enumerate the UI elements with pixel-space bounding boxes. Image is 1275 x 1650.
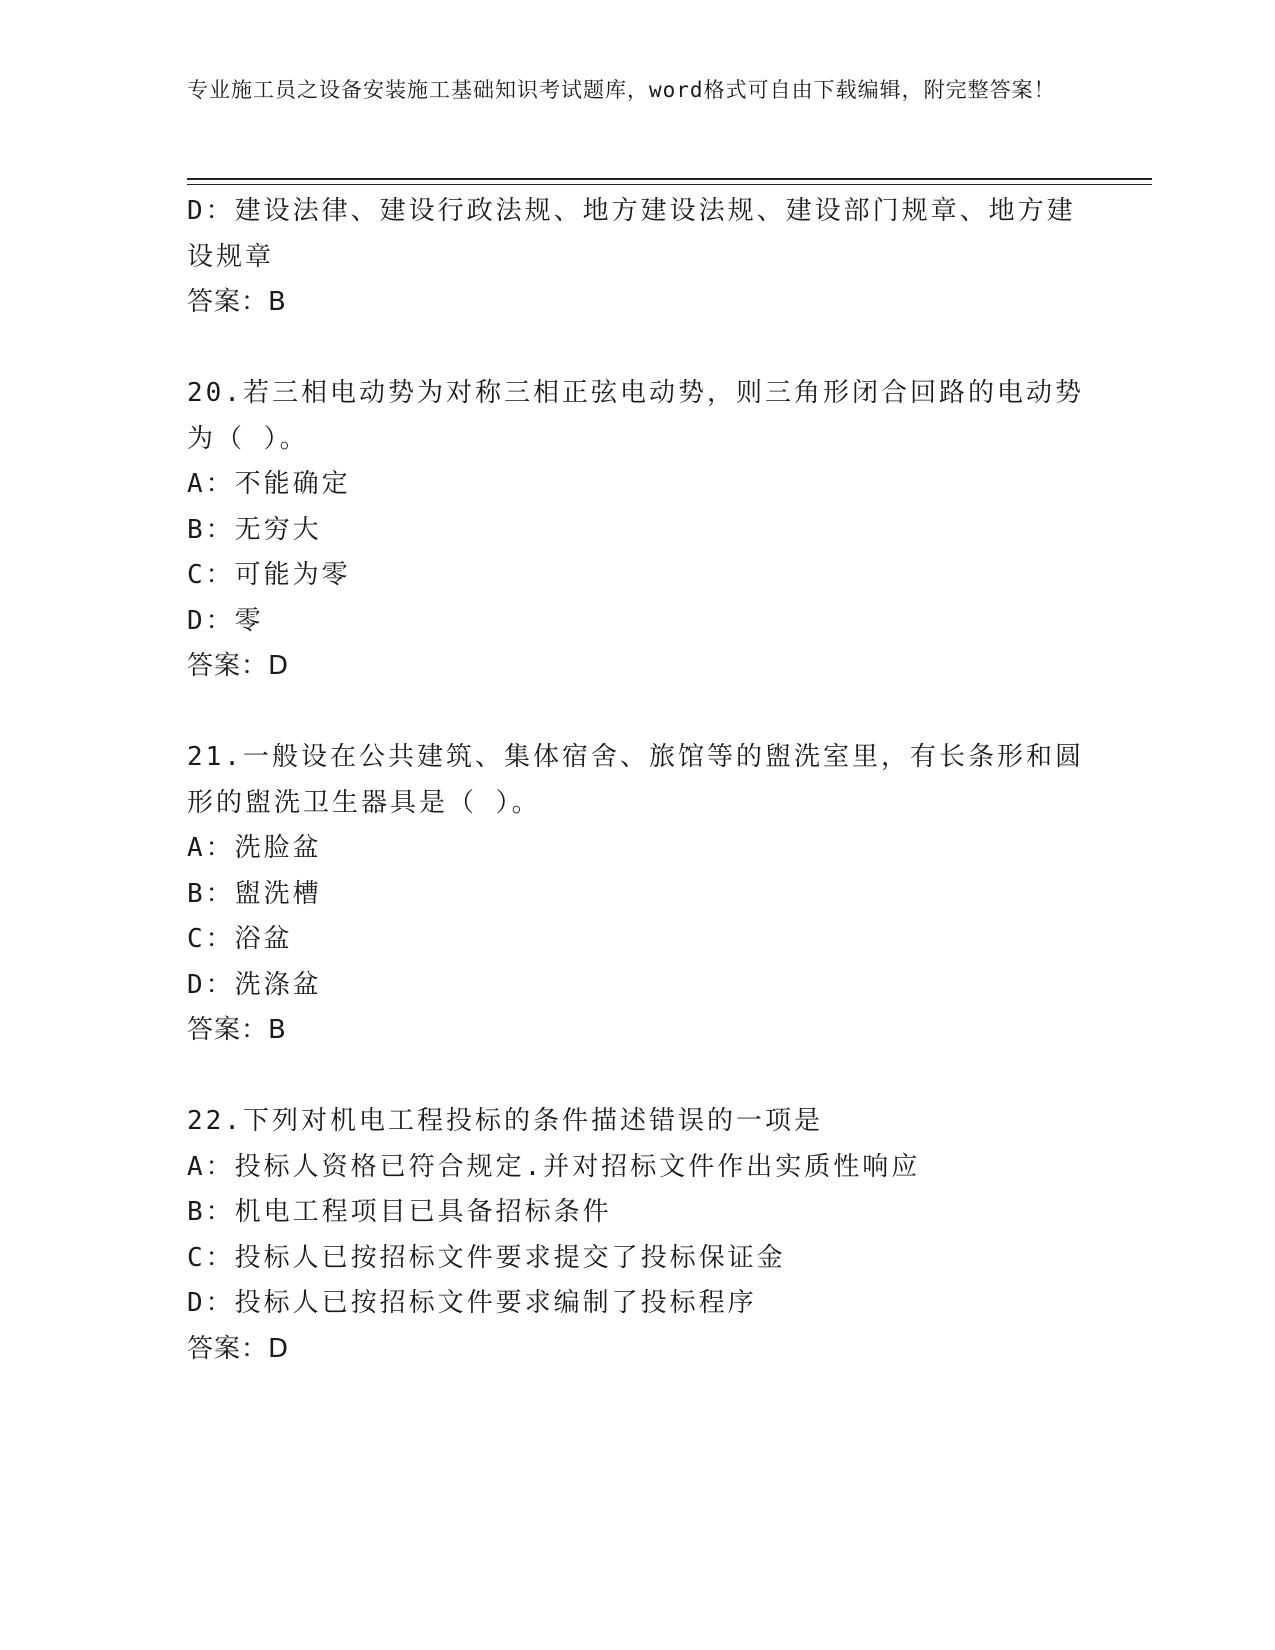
header-rule-thin [187,184,1152,185]
header-rule-thick [187,178,1152,180]
answer-line: 答案：B [187,287,287,317]
option-b: B：无穷大 [187,514,322,545]
option-c: C：可能为零 [187,560,351,590]
question-block [187,371,1087,690]
option-d: D：零 [187,605,264,636]
question-text: 21.一般设在公共建筑、集体宿舍、旅馆等的盥洗室里，有长条形和圆 [187,742,1084,772]
option-d: D：投标人已按招标文件要求编制了投标程序 [187,1288,757,1318]
question-block [187,735,1087,1054]
document-header: 专业施工员之设备安装施工基础知识考试题库，word格式可自由下载编辑，附完整答案！ [187,78,1056,102]
option-b: B：盥洗槽 [187,878,322,909]
answer-line: 答案：B [187,1015,287,1045]
option-a: A：不能确定 [187,469,351,499]
answer-line: 答案：D [187,1333,290,1364]
question-block [187,1099,1087,1372]
question-text: 22.下列对机电工程投标的条件描述错误的一项是 [187,1106,823,1136]
answer-line: 答案：D [187,651,290,681]
option-c: C：投标人已按招标文件要求提交了投标保证金 [187,1242,786,1273]
question-text: 形的盥洗卫生器具是（ ）。 [187,787,541,818]
question-text: 为（ ）。 [187,423,309,454]
question-block [187,189,1087,326]
option-c: C：浴盆 [187,924,293,954]
option-line: 设规章 [187,241,275,272]
option-b: B：机电工程项目已具备招标条件 [187,1197,612,1227]
option-a: A：投标人资格已符合规定.并对招标文件作出实质性响应 [187,1151,921,1182]
option-d: D：洗涤盆 [187,969,322,1000]
question-content [187,189,1087,1372]
option-line: D：建设法律、建设行政法规、地方建设法规、建设部门规章、地方建 [187,196,1076,226]
option-a: A：洗脸盆 [187,833,322,863]
question-text: 20.若三相电动势为对称三相正弦电动势，则三角形闭合回路的电动势 [187,378,1084,408]
